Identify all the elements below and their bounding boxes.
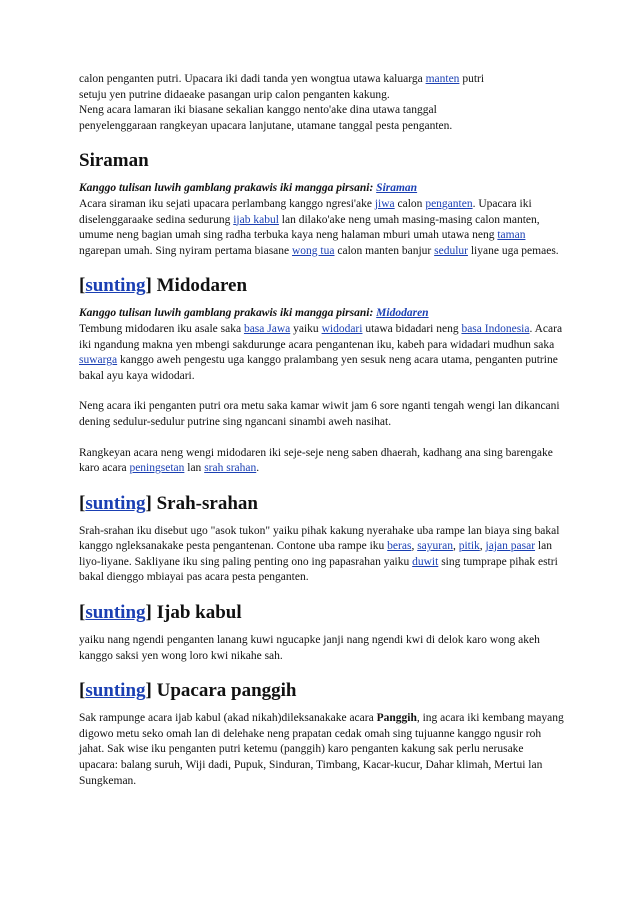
link-siraman-main[interactable]: Siraman bbox=[376, 182, 418, 195]
link-peningsetan[interactable]: peningsetan bbox=[129, 462, 185, 475]
heading-siraman: Siraman bbox=[79, 150, 149, 172]
intro-paragraph: calon penganten putri. Upacara iki dadi tanda yen wongtua utawa kaluarga manten putri setuju yen putrine didaeake pasangan urip calon penganten kakung. Neng acara lamaran iki biasane sekalian kanggo nento'ake dina utawa tanggal penyelenggaraan rangkeyan upacara lanjutane, utamane tanggal pesta penganten. bbox=[79, 73, 485, 132]
edit-link-upacara-panggih[interactable]: sunting bbox=[85, 680, 146, 702]
siraman-paragraph: Kanggo tulisan luwih gamblang prakawis iki mangga pirsani: Siraman Acara siraman iku sejati upacara perlambang kanggo ngresi'ake jiwa calon penganten. Upacara iki diselenggaraake sedina sedurung ijab kabul lan dilako'ake neng umah masing-masing calon manten, umume neng bagian umah sing radha terbuka kaya neng halaman mburi umah utawa neng taman ngarepan umah. Sing nyiram pertama biasane wong tua calon manten banjur sedulur liyane uga pemaes. bbox=[79, 182, 559, 257]
midodaren-paragraph-3: Rangkeyan acara neng wengi midodaren iki seje-seje neng saben dhaerah, kadhang ana sing barengake karo acara peningsetan lan srah srahan. bbox=[79, 446, 553, 475]
link-suwarga[interactable]: suwarga bbox=[79, 354, 118, 367]
panggih-paragraph: Sak rampunge acara ijab kabul (akad nikah)dileksanakake acara Panggih, ing acara iki kembang mayang digowo metu seko omah lan di delehake neng prapatan cedak omah sing tujuanne kanggo ngusir roh jahat. Sak wise iku penganten putri ketemu (panggih) karo penganten kakung sak perlu nerusake upacara: balang suruh, Wiji dadi, Pupuk, Sinduran, Timbang, Kacar-kucur, Dahar klimah, Mertui lan Sungkeman. bbox=[79, 712, 564, 787]
link-midodaren-main[interactable]: Midodaren bbox=[376, 307, 429, 320]
link-jiwa[interactable]: jiwa bbox=[374, 197, 395, 210]
edit-link-midodaren[interactable]: sunting bbox=[85, 275, 146, 297]
midodaren-paragraph-2: Neng acara iki penganten putri ora metu saka kamar wiwit jam 6 sore nganti tengah wengi lan dikancani dening sedulur-sedulur putrine sing ngancani sinambi aweh nasihat. bbox=[79, 400, 560, 428]
link-srah-srahan[interactable]: srah srahan bbox=[204, 462, 257, 475]
link-beras[interactable]: beras bbox=[387, 540, 412, 553]
edit-link-srah-srahan[interactable]: sunting bbox=[85, 492, 146, 514]
ijab-kabul-paragraph: yaiku nang ngendi penganten lanang kuwi ngucapke janji nang ngendi kwi di delok karo wong akeh kanggo saksi yen wong loro kwi nikahe sah. bbox=[79, 634, 540, 662]
srah-srahan-paragraph: Srah-srahan iku disebut ugo "asok tukon" yaiku pihak kakung nyerahake uba rampe lan biaya sing bakal kanggo ngleksanakake pesta pengantenan. Contone uba rampe iku beras, sayuran, pitik, jajan pasar lan liyo-liyane. Sakliyane iku sing paling penting ono ing papasrahan yaiku duwit sing tumprape pihak estri bakal dienggo mbiayai pas acara pesta penganten. bbox=[79, 524, 560, 584]
link-duwit[interactable]: duwit bbox=[412, 555, 439, 568]
siraman-note: Kanggo tulisan luwih gamblang prakawis iki mangga pirsani: Siraman bbox=[79, 182, 418, 195]
midodaren-note: Kanggo tulisan luwih gamblang prakawis iki mangga pirsani: Midodaren bbox=[79, 307, 429, 320]
link-sedulur[interactable]: sedulur bbox=[434, 244, 468, 257]
link-pitik[interactable]: pitik bbox=[458, 540, 480, 553]
heading-ijab-kabul: [sunting] Ijab kabul bbox=[79, 602, 242, 624]
link-wong-tua[interactable]: wong tua bbox=[292, 244, 335, 257]
heading-upacara-panggih: [sunting] Upacara panggih bbox=[79, 680, 297, 702]
link-sayuran[interactable]: sayuran bbox=[417, 540, 453, 553]
panggih-bold-term: Panggih bbox=[376, 712, 417, 725]
link-penganten[interactable]: penganten bbox=[425, 197, 473, 210]
link-manten[interactable]: manten bbox=[425, 73, 460, 85]
link-widodari[interactable]: widodari bbox=[321, 322, 363, 335]
link-basa-jawa[interactable]: basa Jawa bbox=[243, 322, 291, 335]
link-ijab-kabul[interactable]: ijab kabul bbox=[233, 213, 279, 226]
edit-link-ijab-kabul[interactable]: sunting bbox=[85, 602, 146, 624]
heading-midodaren: [sunting] Midodaren bbox=[79, 275, 248, 297]
link-taman[interactable]: taman bbox=[497, 229, 526, 242]
midodaren-paragraph-1: Kanggo tulisan luwih gamblang prakawis iki mangga pirsani: Midodaren Tembung midodaren iku asale saka basa Jawa yaiku widodari utawa bidadari neng basa Indonesia. Acara iki ngandung makna yen mbengi sakdurunge acara pengantenan iku, kabeh para widadari mudhun saka suwarga kanggo aweh pengestu uga kanggo pralambang yen sesuk neng acara utama, penganten putrine bakal ayu kaya widodari. bbox=[79, 307, 563, 382]
article-body bbox=[79, 72, 565, 789]
heading-srah-srahan: [sunting] Srah-srahan bbox=[79, 492, 258, 514]
link-jajan-pasar[interactable]: jajan pasar bbox=[485, 540, 536, 553]
link-basa-indonesia[interactable]: basa Indonesia bbox=[461, 322, 530, 335]
